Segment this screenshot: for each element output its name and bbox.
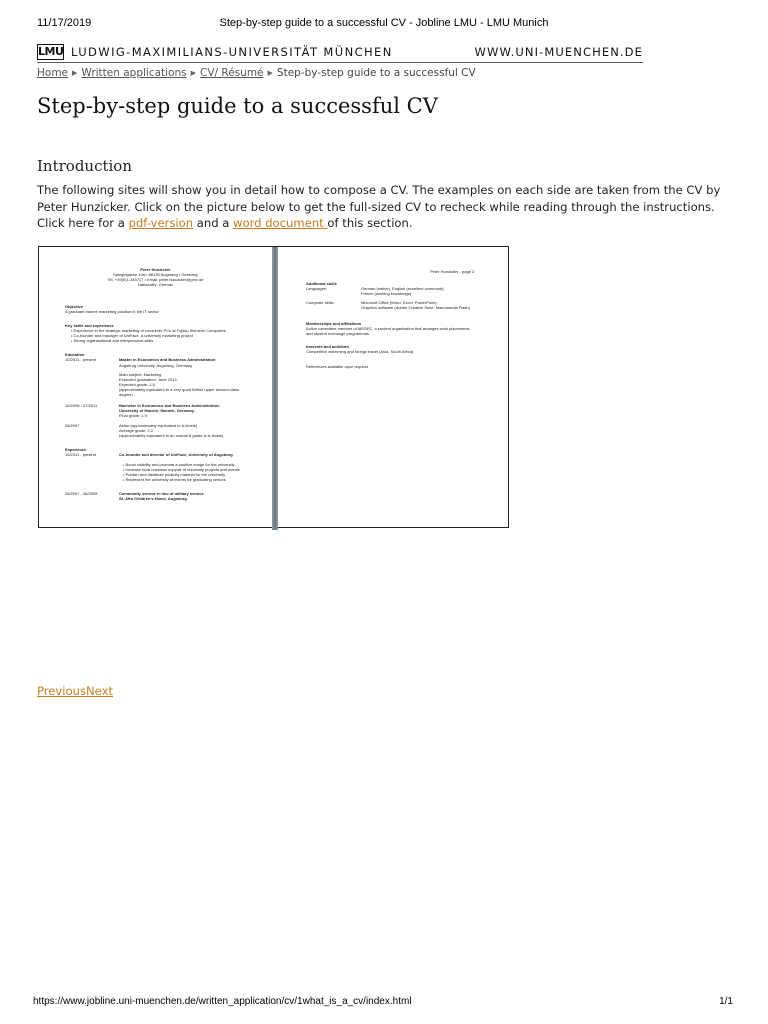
cv-exp-bullet: • Publish and distribute publicity material for the university	[123, 472, 226, 477]
intro-text-middle: and a	[193, 216, 234, 230]
cv-address: Spiegelgasse 10a • 86135 Augsburg • Germany	[113, 272, 198, 277]
cv-edu-title: Abitur (approximately equivalent to A-levels)	[119, 423, 198, 428]
chevron-right-icon: ▶	[267, 69, 273, 77]
cv-page-2	[278, 247, 507, 527]
cv-exp-date: 10/2011 - present	[65, 452, 97, 457]
breadcrumb-written-applications[interactable]: Written applications	[81, 67, 187, 79]
print-header	[37, 17, 731, 31]
university-name[interactable]: LUDWIG-MAXIMILIANS-UNIVERSITÄT MÜNCHEN	[71, 45, 393, 59]
intro-paragraph	[37, 182, 737, 232]
print-date: 11/17/2019	[37, 17, 92, 29]
pager	[37, 684, 113, 698]
cv-page-1	[39, 247, 272, 527]
breadcrumb	[37, 67, 476, 79]
cv-language-line: French (working knowledge)	[361, 291, 412, 296]
cv-computer-label: Computer skills:	[306, 300, 335, 305]
cv-edu-line: (approximately equivalent to a very good British upper second-class	[119, 387, 240, 392]
cv-exp-title: Community service in lieu of military service	[119, 491, 204, 496]
cv-page-label: Peter Hunzicker - page 2	[430, 269, 475, 274]
print-page-title: Step-by-step guide to a successful CV - Jobline LMU - LMU Munich	[219, 17, 549, 29]
breadcrumb-cv-resume[interactable]: CV/ Résumé	[200, 67, 264, 79]
next-link[interactable]: Next	[86, 684, 114, 698]
cv-edu-line: Average grade: 2.2	[119, 428, 153, 433]
cv-preview-image[interactable]	[38, 246, 509, 528]
cv-exp-line: St. Afra Children's Home, Augsburg	[119, 496, 187, 501]
cv-interests-heading: Interests and activities	[306, 344, 350, 349]
cv-exp-bullet: • Increase local business support of university projects and events	[123, 467, 240, 472]
cv-references: References available upon request	[306, 364, 368, 369]
print-page-number: 1/1	[719, 996, 733, 1007]
cv-edu-line: University of Munich, Munich, Germany	[119, 408, 195, 413]
cv-language-label: Languages:	[306, 286, 327, 291]
cv-edu-line: Expected graduation: June 2013	[119, 377, 177, 382]
cv-memberships-line: Active committee member of AIESEC, a student organisation that arranges work placements	[306, 326, 470, 331]
cv-nationality: Nationality: German	[137, 282, 174, 287]
cv-edu-title: Bachelor in Economics and Business Administration	[119, 403, 220, 408]
cv-edu-date: 10/2008 - 07/2011	[65, 403, 98, 408]
cv-skills-heading: Key skills and experience	[65, 323, 114, 328]
word-document-link[interactable]: word document	[233, 216, 328, 230]
cv-objective-text: A graduate trainee marketing position in the IT sector	[65, 309, 159, 314]
cv-name: Peter Hunzicker	[140, 267, 171, 272]
cv-edu-date: 10/2011 - present	[65, 357, 97, 362]
cv-edu-line: Main subject: Marketing	[119, 372, 162, 377]
cv-interests-line: Competitive swimming and foreign travel (Asia, South Africa)	[306, 349, 414, 354]
cv-edu-line: Expected grade: 1.6	[119, 382, 155, 387]
cv-computer-line: Microsoft Office (Word, Excel, PowerPoint)	[361, 300, 437, 305]
cv-education-heading: Education	[65, 352, 85, 357]
cv-edu-title: Master in Economics and Business Administration	[119, 357, 216, 362]
cv-exp-bullet: • Represent the university at events for graduating seniors	[123, 477, 226, 482]
page-title: Step-by-step guide to a successful CV	[37, 94, 438, 118]
chevron-right-icon: ▶	[190, 69, 197, 77]
section-title: Introduction	[37, 157, 132, 175]
cv-skill-item: • Strong organisational and interpersonal skills	[71, 338, 154, 343]
cv-edu-line: degree)	[119, 392, 133, 397]
cv-skill-item: • Co-founder and manager of UniFace, a university marketing project	[71, 333, 193, 338]
cv-edu-date: 06/2007	[65, 423, 80, 428]
cv-memberships-heading: Memberships and affiliations	[306, 321, 362, 326]
previous-link[interactable]: Previous	[37, 684, 86, 698]
cv-skill-item: • Experience in the strategic marketing of consumer PCs at Fujitsu Siemens Computers	[71, 328, 226, 333]
breadcrumb-current: Step-by-step guide to a successful CV	[276, 67, 476, 79]
cv-edu-line: Final grade: 1.9	[119, 413, 147, 418]
cv-exp-bullet: • Boost visibility and promote a positive image for the university	[123, 462, 235, 467]
pdf-version-link[interactable]: pdf-version	[128, 216, 194, 230]
cv-contact: Tel. +49(0)1-345717 • Email: peter.hunzicker@gmx.de	[107, 277, 204, 282]
brand-bar	[37, 44, 643, 63]
cv-language-line: German (native), English (excellent command),	[361, 286, 445, 291]
chevron-right-icon: ▶	[72, 69, 78, 77]
print-footer	[33, 996, 733, 1010]
print-url: https://www.jobline.uni-muenchen.de/written_application/cv/1what_is_a_cv/index.html	[33, 996, 412, 1007]
cv-computer-line: Graphics software (Adobe Creative Suite, Macromedia Flash)	[361, 305, 470, 310]
university-url[interactable]: WWW.UNI-MUENCHEN.DE	[474, 45, 643, 59]
cv-edu-line: Augsburg University, Augsburg, Germany	[119, 363, 193, 368]
cv-edu-line: (approximately equivalent to an overall B grade in A-levels)	[119, 433, 224, 438]
lmu-logo[interactable]: LMU	[38, 45, 64, 58]
cv-objective-heading: Objective	[65, 304, 84, 309]
cv-exp-date: 06/2007 - 06/2008	[65, 491, 98, 496]
intro-text-after: of this section.	[327, 216, 413, 230]
intro-text-before: The following sites will show you in detail how to compose a CV. The examples on each side are taken from the CV by Peter Hunzicker. Click on the picture below to get the full-sized CV to recheck while reading through the instructions. Click here for a	[37, 183, 721, 230]
cv-exp-title: Co-founder and director of UniFace, University of Augsburg	[119, 452, 233, 457]
cv-experience-heading: Experience	[65, 447, 87, 452]
cv-additional-heading: Additional skills	[306, 281, 337, 286]
cv-memberships-line: and student exchange programmes	[306, 331, 369, 336]
breadcrumb-home[interactable]: Home	[37, 67, 69, 79]
